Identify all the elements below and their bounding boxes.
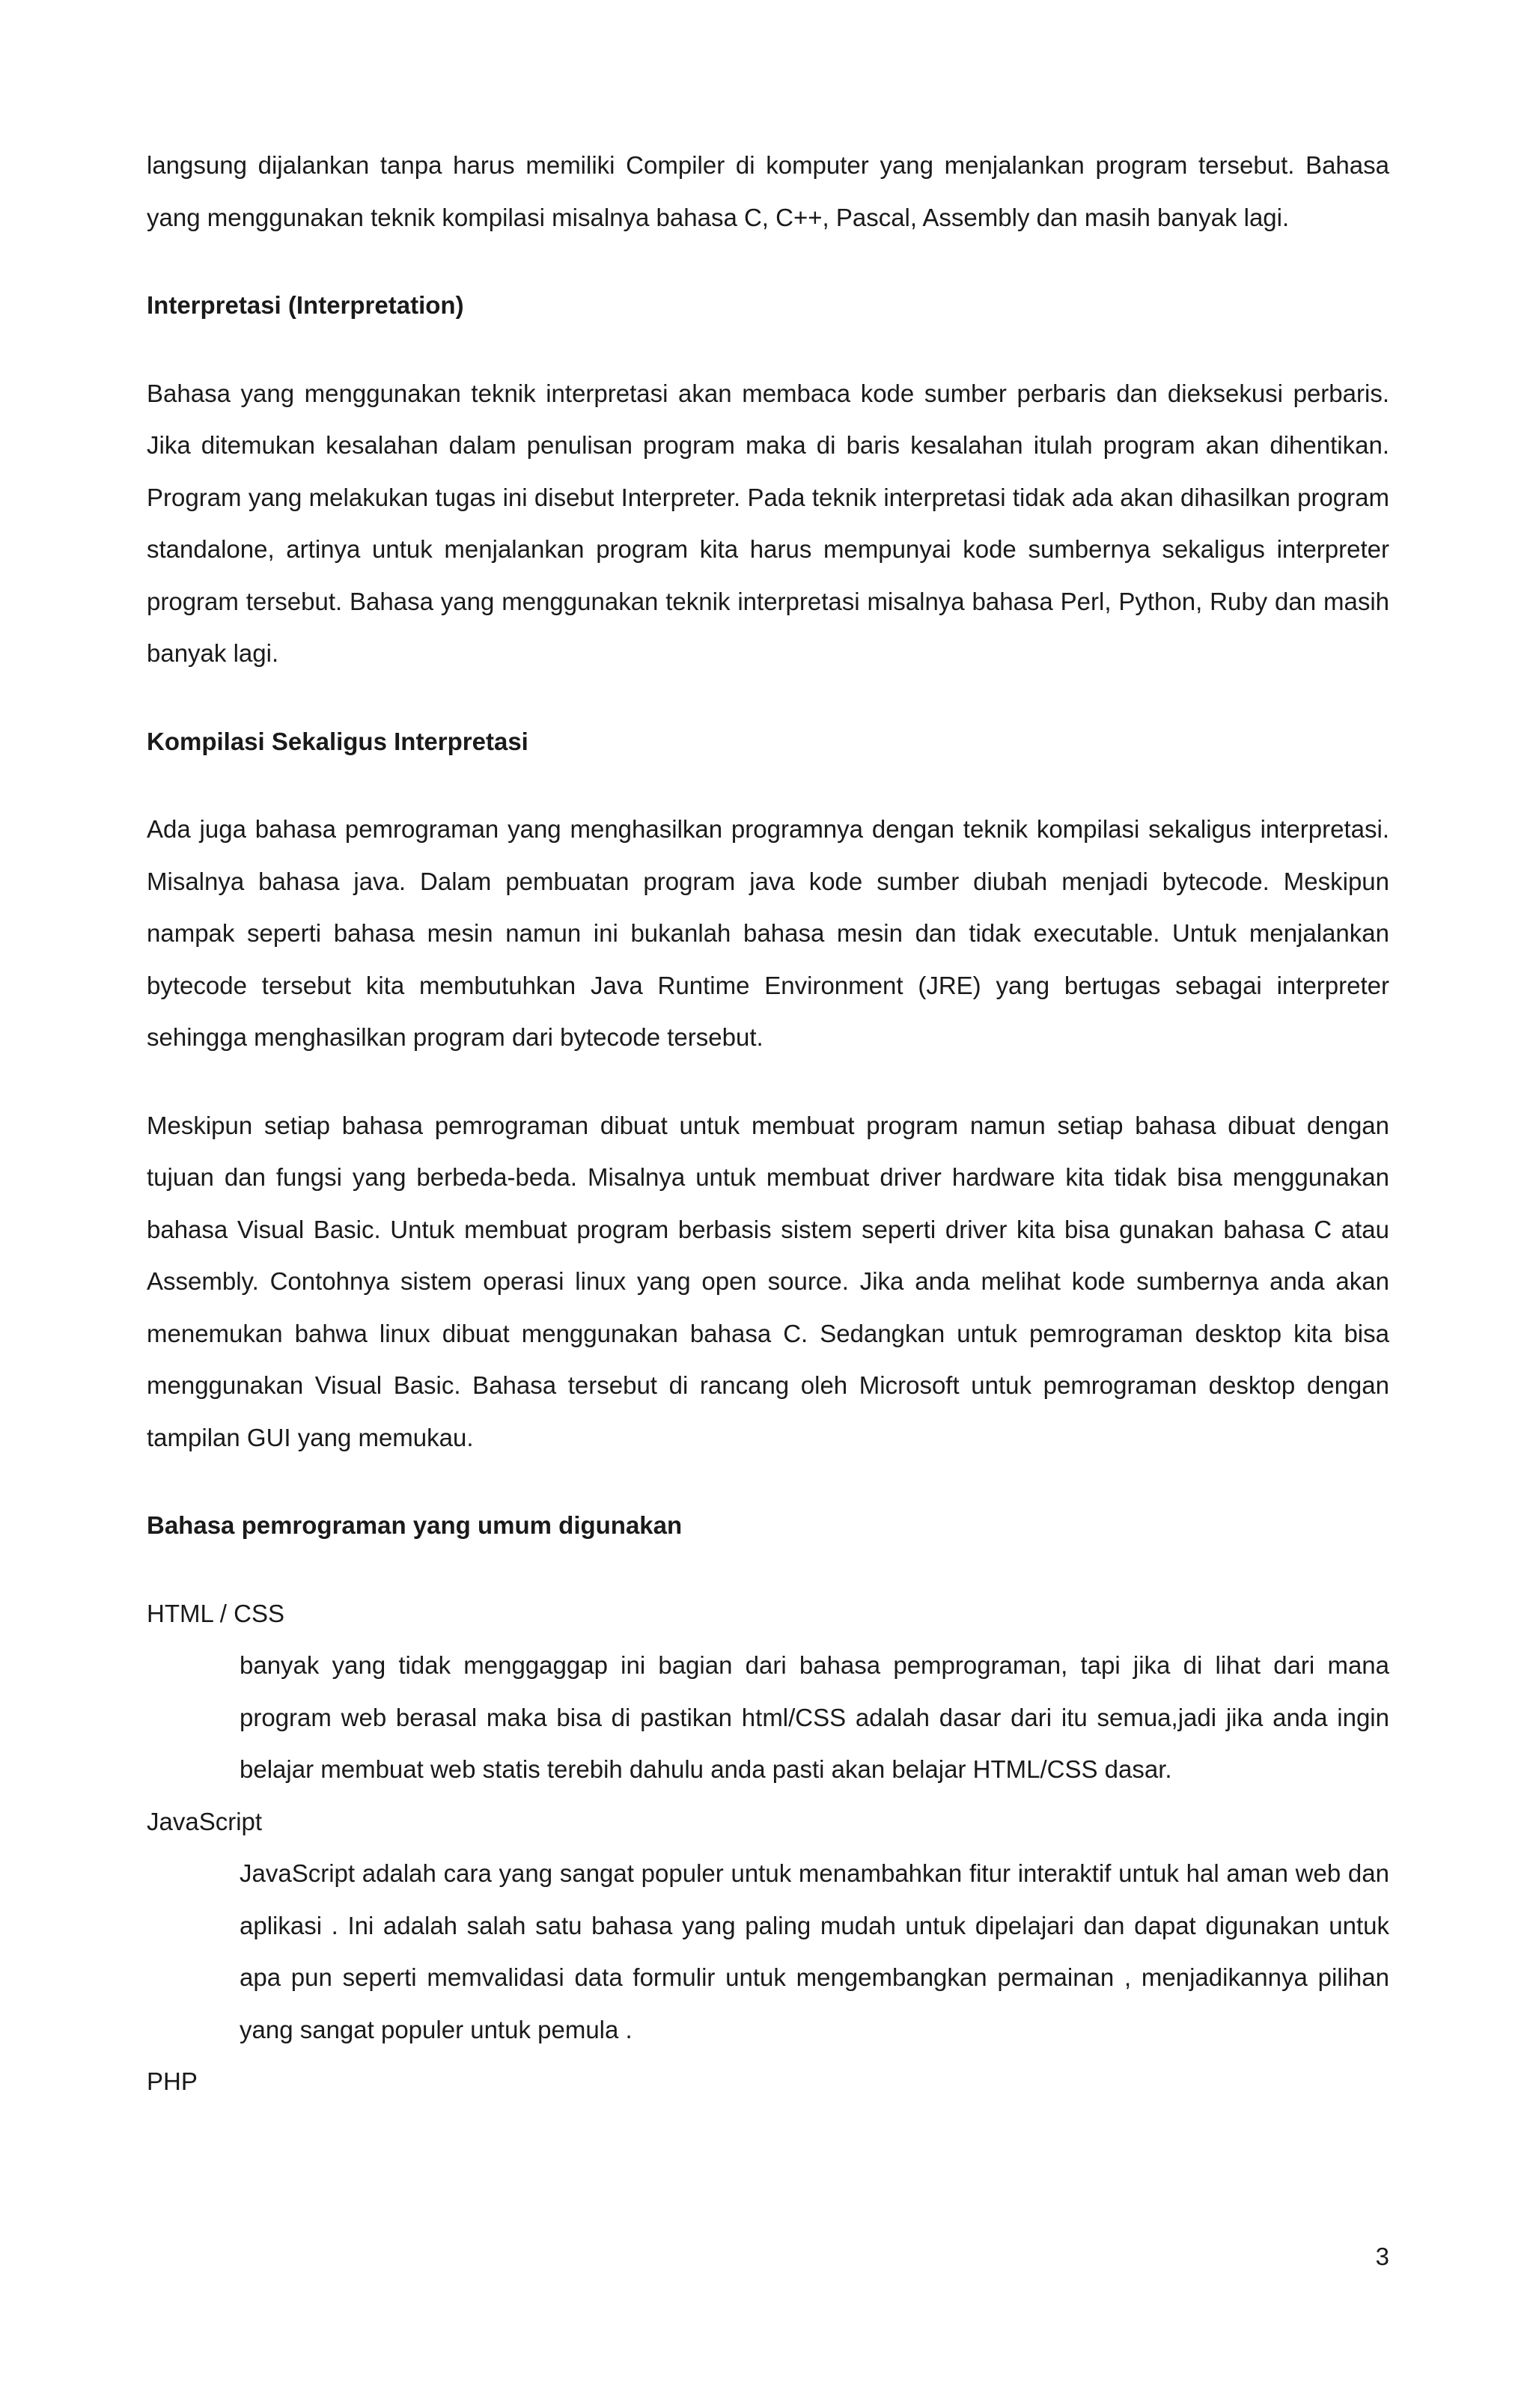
- language-term-php: PHP: [147, 2067, 198, 2095]
- language-term-javascript: JavaScript: [147, 1807, 263, 1835]
- page-number: 3: [1375, 2243, 1389, 2270]
- spacer: [147, 1064, 1389, 1100]
- language-description-html-css: banyak yang tidak menggaggap ini bagian dari bahasa pemprograman, tapi jika di lihat dari mana program web berasal maka bisa di pastikan html/CSS adalah dasar dari itu semua,jadi jika anda ingin belajar membuat web statis terebih dahulu anda pasti akan belajar HTML/CSS dasar.: [240, 1651, 1389, 1783]
- paragraph-interpretasi: Bahasa yang menggunakan teknik interpretasi akan membaca kode sumber perbaris dan dieksekusi perbaris. Jika ditemukan kesalahan dalam penulisan program maka di baris kesalahan itulah program akan dihentikan. Program yang melakukan tugas ini disebut Interpreter. Pada teknik interpretasi tidak ada akan dihasilkan program standalone, artinya untuk menjalankan program kita harus mempunyai kode sumbernya sekaligus interpreter program tersebut. Bahasa yang menggunakan teknik interpretasi misalnya bahasa Perl, Python, Ruby dan masih banyak lagi.: [147, 379, 1389, 667]
- spacer: [147, 680, 1389, 716]
- section-heading-bahasa-umum: Bahasa pemrograman yang umum digunakan: [147, 1511, 683, 1539]
- language-list: [147, 1588, 1389, 2108]
- spacer: [147, 767, 1389, 803]
- language-term-html-css: HTML / CSS: [147, 1599, 284, 1627]
- spacer: [147, 1552, 1389, 1588]
- language-description-javascript: JavaScript adalah cara yang sangat populer untuk menambahkan fitur interaktif untuk hal aman web dan aplikasi . Ini adalah salah satu bahasa yang paling mudah untuk dipelajari dan dapat digunakan untuk apa pun seperti memvalidasi data formulir untuk mengembangkan permainan , menjadikannya pilihan yang sangat populer untuk pemula .: [240, 1859, 1389, 2043]
- section-heading-interpretasi: Interpretasi (Interpretation): [147, 291, 464, 319]
- spacer: [147, 243, 1389, 279]
- spacer: [147, 1463, 1389, 1499]
- paragraph-kompilasi-1: Ada juga bahasa pemrograman yang menghasilkan programnya dengan teknik kompilasi sekaligus interpretasi. Misalnya bahasa java. Dalam pembuatan program java kode sumber diubah menjadi bytecode. Meskipun nampak seperti bahasa mesin namun ini bukanlah bahasa mesin dan tidak executable. Untuk menjalankan bytecode tersebut kita membutuhkan Java Runtime Environment (JRE) yang bertugas sebagai interpreter sehingga menghasilkan program dari bytecode tersebut.: [147, 815, 1389, 1051]
- intro-paragraph: langsung dijalankan tanpa harus memiliki Compiler di komputer yang menjalankan program tersebut. Bahasa yang menggunakan teknik kompilasi misalnya bahasa C, C++, Pascal, Assembly dan masih banyak lagi.: [147, 151, 1389, 231]
- section-heading-kompilasi-interpretasi: Kompilasi Sekaligus Interpretasi: [147, 727, 528, 755]
- document-page: [147, 139, 1389, 2108]
- spacer: [147, 332, 1389, 368]
- paragraph-kompilasi-2: Meskipun setiap bahasa pemrograman dibuat untuk membuat program namun setiap bahasa dibuat dengan tujuan dan fungsi yang berbeda-beda. Misalnya untuk membuat driver hardware kita tidak bisa menggunakan bahasa Visual Basic. Untuk membuat program berbasis sistem seperti driver kita bisa gunakan bahasa C atau Assembly. Contohnya sistem operasi linux yang open source. Jika anda melihat kode sumbernya anda akan menemukan bahwa linux dibuat menggunakan bahasa C. Sedangkan untuk pemrograman desktop kita bisa menggunakan Visual Basic. Bahasa tersebut di rancang oleh Microsoft untuk pemrograman desktop dengan tampilan GUI yang memukau.: [147, 1111, 1389, 1451]
